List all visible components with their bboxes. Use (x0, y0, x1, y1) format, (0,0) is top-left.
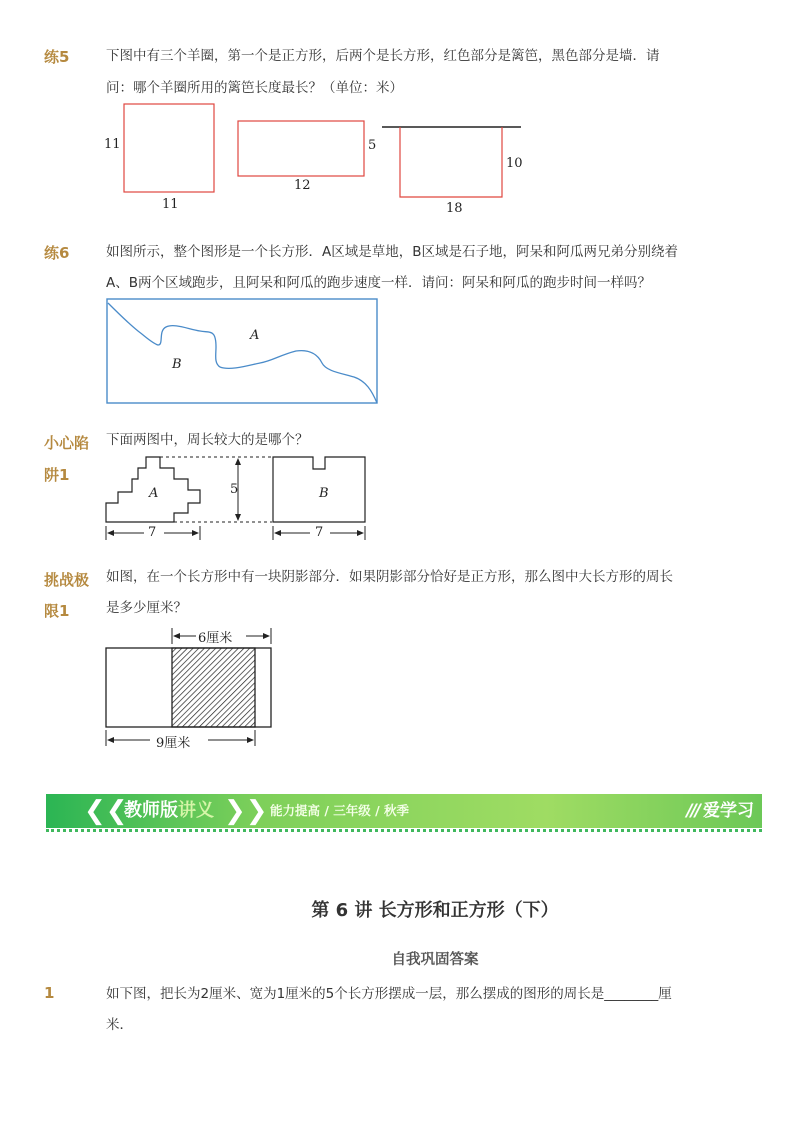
exercise-6-tag: 练6 (44, 244, 70, 262)
question-1-text-line1: 如下图，把长为2厘米、宽为1厘米的5个长方形摆成一层，那么摆成的图形的周长是________厘 (106, 986, 672, 1002)
question-1-tag: 1 (44, 984, 55, 1002)
chevron-left-icon: ❮❮ (84, 796, 128, 826)
rect2-bottom-label: 12 (294, 178, 311, 193)
exercise-5-text-line2: 问：哪个羊圈所用的篱笆长度最长？（单位：米） (106, 80, 403, 96)
logo-mark-icon: /// (686, 801, 699, 821)
rect3-bottom-label: 18 (446, 201, 463, 216)
region-a-label: A (250, 328, 260, 343)
square-pen (124, 104, 214, 192)
trap-1-tag-line2: 阱1 (44, 466, 70, 484)
banner-title: 教师版讲义 (124, 800, 214, 821)
exercise-5-text-line1: 下图中有三个羊圈，第一个是正方形，后两个是长方形，红色部分是篱笆，黑色部分是墙．请 (106, 48, 660, 64)
chevron-right-icon: ❯❯ (224, 796, 268, 826)
figure-a-label: A (149, 486, 159, 501)
boundary-curve (108, 303, 377, 403)
exercise-6-text-line1: 如图所示，整个图形是一个长方形．A区域是草地，B区域是石子地，阿呆和阿瓜两兄弟分别绕着 (106, 244, 678, 260)
banner-subtitle: 能力提高 / 三年级 / 秋季 (270, 803, 410, 818)
banner-divider (46, 829, 762, 832)
challenge-1-text-line2: 是多少厘米？ (106, 600, 187, 616)
square-bottom-label: 11 (162, 197, 179, 212)
shaded-square (172, 648, 255, 727)
section-subtitle: 自我巩固答案 (391, 952, 479, 968)
outer-rectangle (107, 299, 377, 403)
rect3-side-label: 10 (506, 156, 523, 171)
figure-b-label: B (319, 486, 329, 501)
lesson-title: 第 6 讲 长方形和正方形（下） (311, 900, 559, 921)
rect-pen-3 (400, 127, 502, 197)
challenge-1-text-line1: 如图，在一个长方形中有一块阴影部分．如果阴影部分恰好是正方形，那么图中大长方形的周长 (106, 569, 673, 585)
teacher-edition-banner (46, 794, 762, 828)
top-dimension-label: 6厘米 (198, 631, 233, 646)
rect2-side-label: 5 (368, 138, 377, 153)
challenge-1-tag-line2: 限1 (44, 602, 70, 620)
challenge-1-tag-line1: 挑战极 (44, 571, 90, 589)
exercise-5-tag: 练5 (44, 48, 70, 66)
width-a-label: 7 (148, 525, 157, 540)
question-1-text-line2: 米． (106, 1017, 133, 1033)
square-side-label: 11 (104, 137, 121, 152)
rect-pen-2 (238, 121, 364, 176)
exercise-6-text-line2: A、B两个区域跑步，且阿呆和阿瓜的跑步速度一样．请问：阿呆和阿瓜的跑步时间一样吗？ (106, 275, 651, 291)
exercise-6-figure (100, 293, 390, 408)
region-b-label: B (172, 357, 182, 372)
trap-1-text: 下面两图中，周长较大的是哪个？ (106, 432, 309, 448)
height-label: 5 (230, 482, 239, 497)
brand-logo: /// 爱学习 (686, 801, 754, 821)
trap-1-tag-line1: 小心陷 (44, 434, 90, 452)
bottom-dimension-label: 9厘米 (156, 736, 191, 751)
trap-1-figure (100, 450, 375, 545)
width-b-label: 7 (315, 525, 324, 540)
